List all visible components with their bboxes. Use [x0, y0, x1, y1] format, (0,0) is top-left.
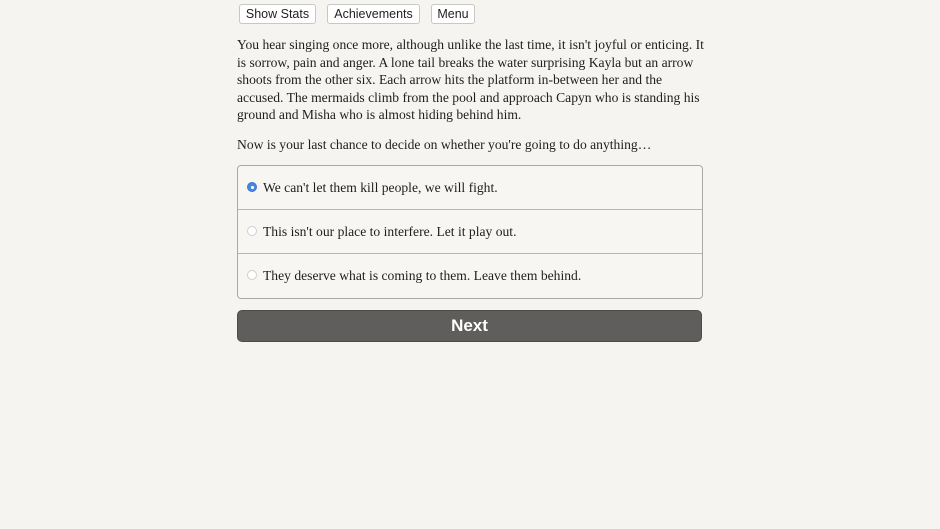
radio-selected-icon[interactable]	[247, 182, 257, 192]
choice-label: This isn't our place to interfere. Let it play out.	[263, 224, 517, 239]
menu-button[interactable]: Menu	[431, 4, 475, 24]
story-paragraph: Now is your last chance to decide on whether you're going to do anything…	[237, 136, 652, 152]
top-toolbar	[0, 4, 940, 24]
choice-list	[237, 165, 703, 299]
choice-option-let-it-play-out[interactable]	[238, 210, 702, 254]
next-button[interactable]: Next	[237, 310, 702, 342]
story-text	[237, 36, 707, 165]
show-stats-button[interactable]: Show Stats	[239, 4, 316, 24]
story-paragraph: You hear singing once more, although unlike the last time, it isn't joyful or enticing. It is sorrow, pain and anger. A lone tail breaks the water surprising Kayla but an arrow shoots from the other six. Each arrow hits the platform in-between her and the accused. The mermaids climb from the pool and approach Capyn who is standing his ground and Misha who is almost hiding behind him.	[237, 37, 704, 122]
choice-label: They deserve what is coming to them. Leave them behind.	[263, 268, 582, 283]
achievements-button[interactable]: Achievements	[327, 4, 420, 24]
radio-unselected-icon[interactable]	[247, 226, 257, 236]
choice-label: We can't let them kill people, we will fight.	[263, 180, 498, 195]
choice-option-leave-them[interactable]	[238, 254, 702, 298]
radio-unselected-icon[interactable]	[247, 270, 257, 280]
choice-option-fight[interactable]	[238, 166, 702, 210]
